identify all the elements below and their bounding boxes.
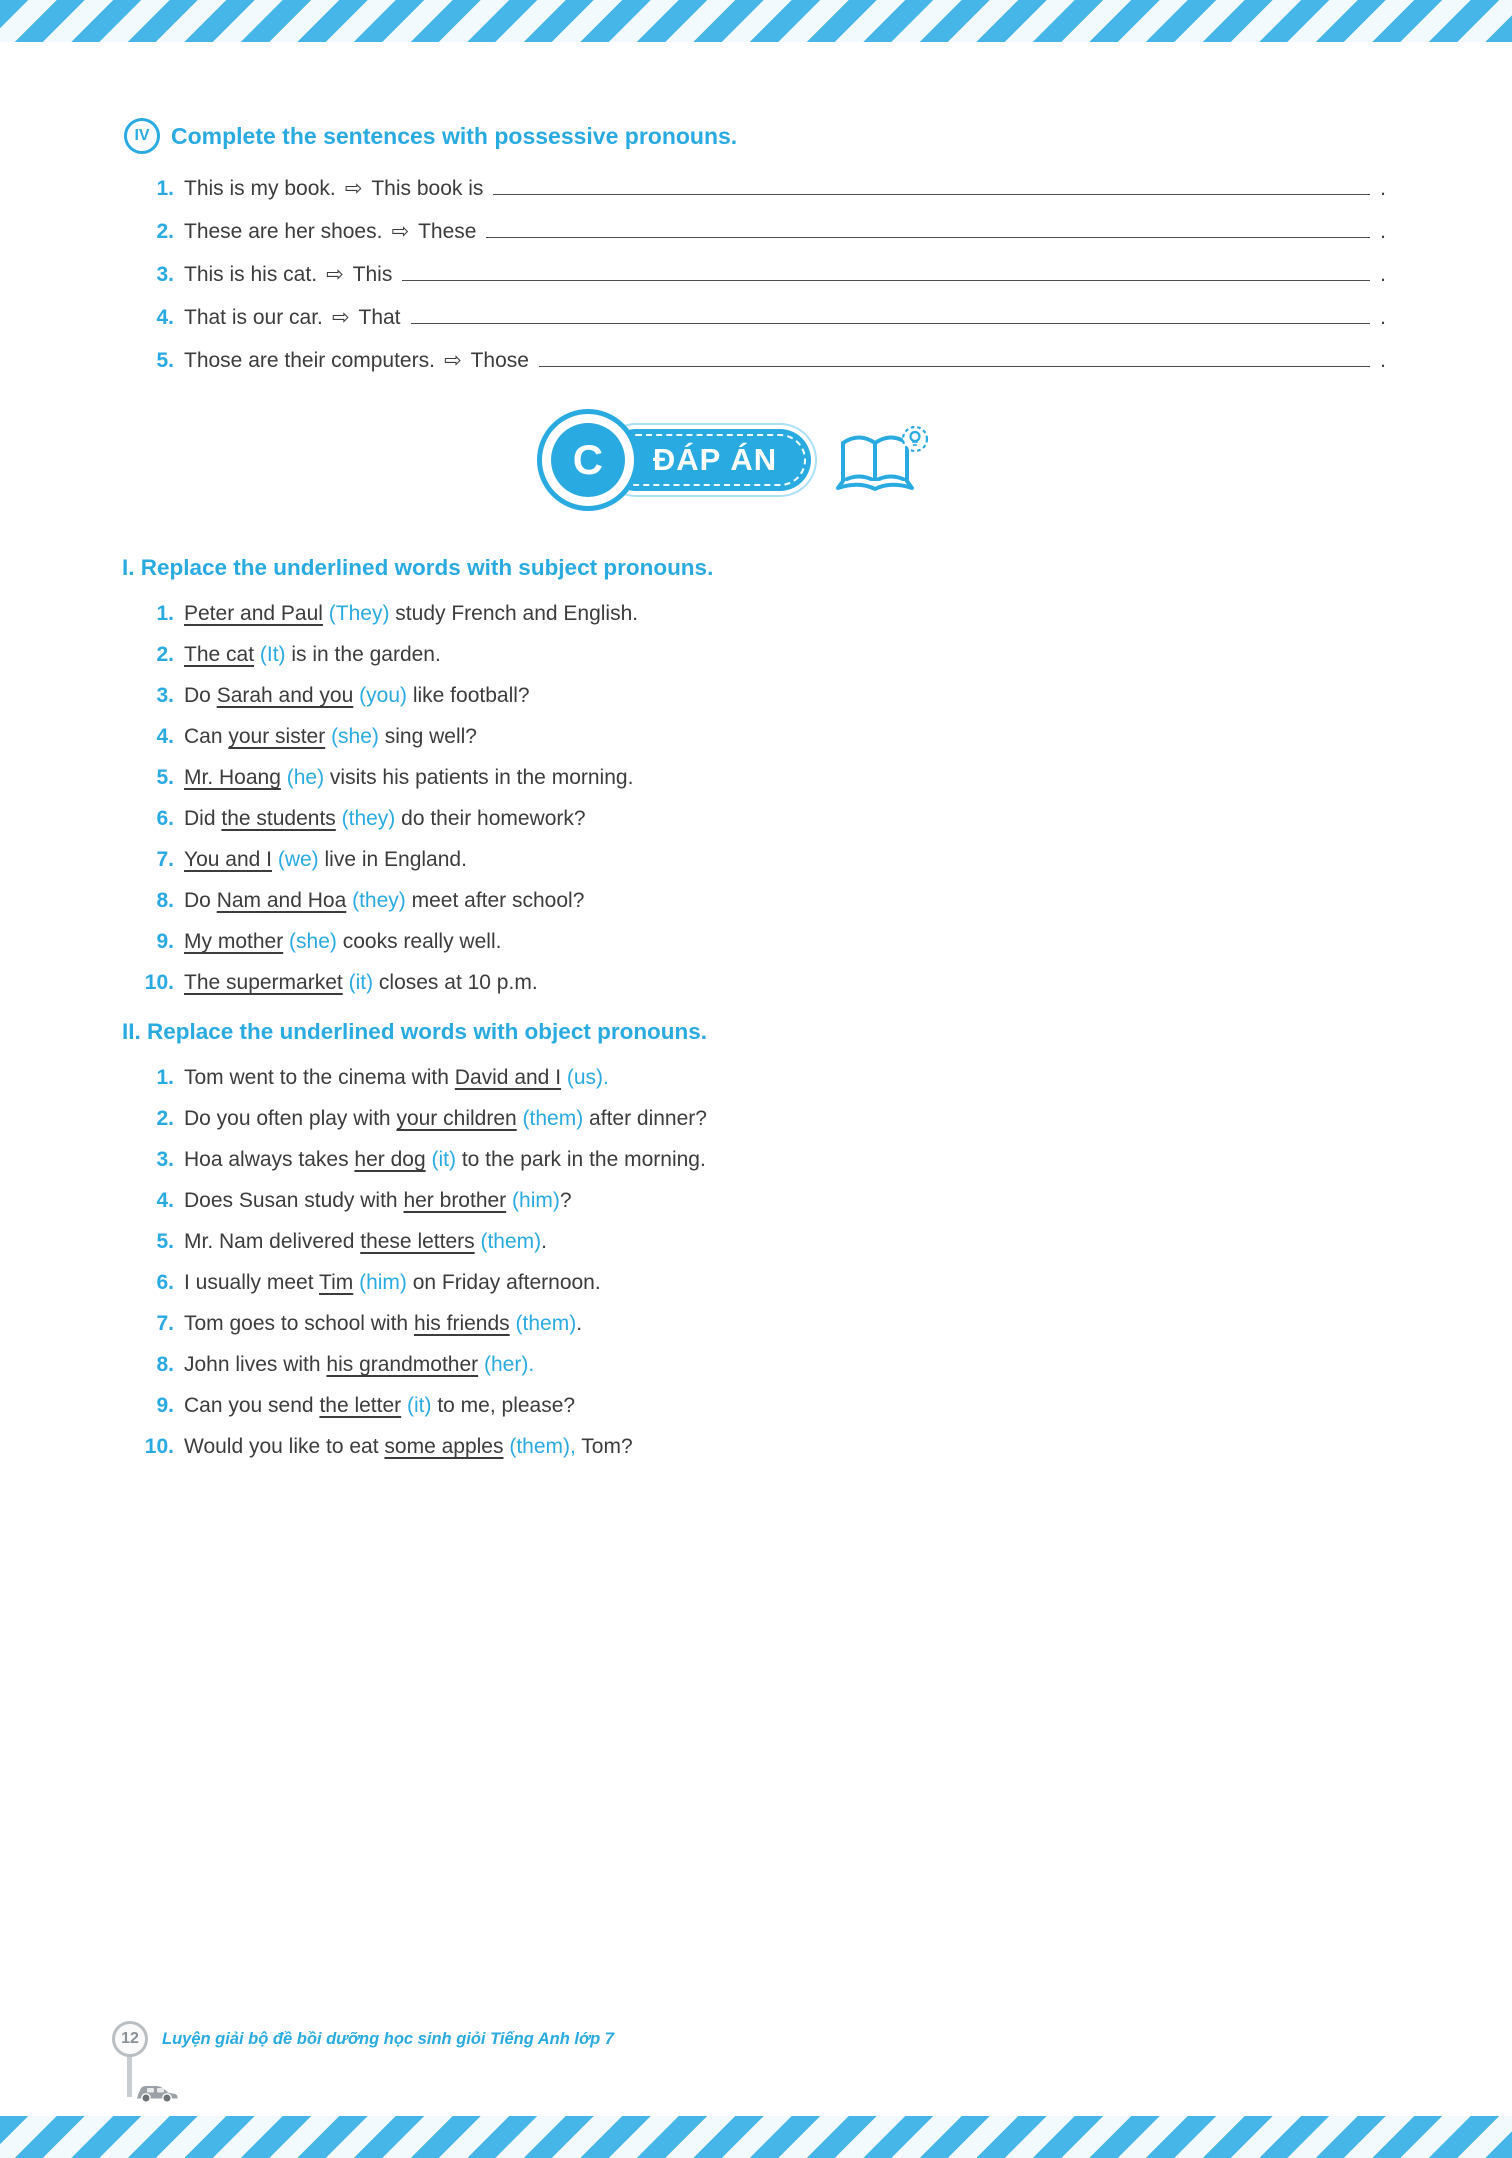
item-text: ? [559,1189,572,1212]
item-number: 3. [156,1148,174,1171]
answer-key-banner [82,409,1386,511]
item-text: do their homework? [395,807,586,830]
answer-blank [402,280,1370,281]
item-text: like football? [407,684,530,707]
item-text: This book is [371,177,484,200]
item-text: Would you like to eat [184,1435,385,1458]
answer-pronoun: (we) [277,848,319,871]
car-icon [134,2081,614,2108]
section-i-items [122,599,1386,997]
arrow-icon: ⇨ [443,348,462,372]
underlined-phrase: Sarah and you [216,684,354,707]
item-number: 8. [156,1353,174,1376]
exercise-item [128,1350,1386,1379]
item-text: Can you send [184,1394,320,1417]
item-number: 5. [156,349,174,372]
item-text: Tom goes to school with [184,1312,414,1335]
item-sentence [184,1309,1386,1338]
fill-in-item [128,260,1386,289]
item-text: visits his patients in the morning. [324,766,634,789]
item-text: . [541,1230,548,1253]
arrow-icon: ⇨ [326,262,344,286]
exercise-item [128,763,1386,792]
item-number: 4. [156,725,174,748]
item-number: 1. [156,602,174,625]
item-text: is in the garden. [285,643,441,666]
item-number: 10. [144,971,174,994]
item-number: 8. [156,889,174,912]
item-number: 2. [156,1107,174,1130]
item-number: 7. [156,1312,174,1335]
exercise-item [128,640,1386,669]
item-number: 9. [156,930,174,953]
item-sentence [184,681,1386,710]
item-text: That [358,306,401,329]
item-number: 10. [144,1435,174,1458]
item-text: Those [470,349,529,372]
item-sentence [184,763,1386,792]
underlined-phrase: the letter [319,1394,402,1417]
section-iv-heading [124,118,1386,154]
exercise-item [128,845,1386,874]
item-text: That is our car. [184,306,323,329]
item-sentence [184,1145,1386,1174]
answer-pronoun: (us). [566,1066,609,1089]
item-sentence [184,599,1386,628]
item-text: . [1380,220,1386,243]
underlined-phrase: these letters [360,1230,475,1253]
answer-pronoun: (you) [359,684,407,707]
item-number: 5. [156,766,174,789]
underlined-phrase: some apples [384,1435,504,1458]
answer-pronoun: (she) [331,725,379,748]
item-text: cooks really well. [336,930,502,953]
underlined-phrase: her dog [354,1148,426,1171]
item-text: after dinner? [583,1107,707,1130]
answer-key-circle [537,409,639,511]
item-number: 9. [156,1394,174,1417]
exercise-item [128,804,1386,833]
top-stripe-border [0,0,1512,42]
answer-pronoun: (they) [341,807,396,830]
exercise-item [128,968,1386,997]
item-text: These [418,220,477,243]
page-footer [112,2021,614,2108]
answer-key-label: ĐÁP ÁN [605,429,811,491]
answer-pronoun: (him) [359,1271,407,1294]
item-text: I usually meet [184,1271,320,1294]
page-number-sign [112,2021,148,2057]
item-text: Do [184,889,217,912]
sign-post [127,2053,132,2097]
item-text: This is his cat. [184,263,318,286]
item-text: live in England. [318,848,467,871]
item-sentence [184,845,1386,874]
arrow-icon: ⇨ [391,219,410,243]
item-text: . [1380,306,1386,329]
item-sentence [184,968,1386,997]
item-text: meet after school? [405,889,585,912]
exercise-item [128,1309,1386,1338]
answer-pronoun: (her). [484,1353,535,1376]
book-title: Luyện giải bộ đề bồi dưỡng học sinh giỏi Tiếng Anh lớp 7 [162,2029,614,2048]
answer-blank [486,237,1370,238]
underlined-phrase: David and I [454,1066,562,1089]
item-text: sing well? [378,725,477,748]
answer-pronoun: (him) [512,1189,560,1212]
exercise-item [128,1391,1386,1420]
answer-pronoun: (she) [289,930,337,953]
exercise-item [128,886,1386,915]
item-number: 6. [156,807,174,830]
bottom-stripe-border [0,2116,1512,2158]
item-sentence [184,1391,1386,1420]
item-text: John lives with [184,1353,327,1376]
exercise-item [128,1268,1386,1297]
item-text: to the park in the morning. [456,1148,706,1171]
answer-pronoun: (it) [348,971,374,994]
item-text: Hoa always takes [184,1148,355,1171]
open-book-icon [835,423,931,497]
exercise-item [128,1104,1386,1133]
exercise-item [128,1186,1386,1215]
item-sentence [184,640,1386,669]
exercise-item [128,1145,1386,1174]
answer-pronoun: (them) [480,1230,542,1253]
answer-pronoun: (he) [286,766,325,789]
item-number: 2. [156,220,174,243]
item-text: Can [184,725,229,748]
section-iv-badge-icon: IV [124,118,160,154]
item-number: 3. [156,263,174,286]
answer-pronoun: (they) [352,889,406,912]
underlined-phrase: his friends [413,1312,510,1335]
item-text: Those are their computers. [184,349,435,372]
item-text: These are her shoes. [184,220,383,243]
answer-blank [539,366,1370,367]
answer-pronoun: (them), [509,1435,576,1458]
item-text: This is my book. [184,177,336,200]
answer-pronoun: (them) [522,1107,584,1130]
item-sentence [184,1350,1386,1379]
item-number: 4. [156,306,174,329]
underlined-phrase: The cat [184,643,255,666]
item-sentence [184,1227,1386,1256]
section-iv-title: Complete the sentences with possessive pronouns. [171,122,738,149]
exercise-item [128,927,1386,956]
fill-in-item [128,174,1386,203]
underlined-phrase: your children [396,1107,517,1130]
lightbulb-icon [903,427,927,451]
item-text: Tom? [575,1435,633,1458]
fill-in-item [128,346,1386,375]
section-i-heading: I. Replace the underlined words with subject pronouns. [122,555,714,580]
underlined-phrase: your sister [228,725,326,748]
item-text: Mr. Nam delivered [184,1230,361,1253]
item-text: Does Susan study with [184,1189,404,1212]
item-sentence [184,1104,1386,1133]
section-ii-heading: II. Replace the underlined words with object pronouns. [122,1019,708,1044]
item-text: . [1380,177,1386,200]
item-text: Did [184,807,222,830]
exercise-item [128,722,1386,751]
underlined-phrase: her brother [403,1189,507,1212]
answer-pronoun: (it) [431,1148,456,1171]
item-sentence [184,1268,1386,1297]
underlined-phrase: My mother [184,930,284,953]
section-iv-items [122,174,1386,375]
item-number: 7. [156,848,174,871]
item-sentence [184,1063,1386,1092]
answer-pronoun: (It) [259,643,286,666]
exercise-item [128,1063,1386,1092]
answer-pronoun: (it) [407,1394,432,1417]
item-number: 1. [156,177,174,200]
item-sentence [184,927,1386,956]
arrow-icon: ⇨ [344,176,363,200]
item-text: to me, please? [431,1394,576,1417]
item-sentence [184,804,1386,833]
item-text: Tom went to the cinema with [184,1066,455,1089]
underlined-phrase: the students [221,807,336,830]
item-number: 6. [156,1271,174,1294]
underlined-phrase: Peter and Paul [184,602,323,625]
item-number: 2. [156,643,174,666]
exercise-item [128,1432,1386,1461]
underlined-phrase: The supermarket [184,971,343,994]
item-number: 5. [156,1230,174,1253]
item-sentence [184,1432,1386,1461]
arrow-icon: ⇨ [331,305,350,329]
item-sentence [184,886,1386,915]
item-sentence [184,1186,1386,1215]
item-text: . [1380,263,1386,286]
item-text: closes at 10 p.m. [373,971,538,994]
item-text: . [1380,349,1386,372]
underlined-phrase: Mr. Hoang [184,766,281,789]
exercise-item [128,1227,1386,1256]
exercise-item [128,599,1386,628]
answer-pronoun: (them) [515,1312,577,1335]
item-number: 1. [156,1066,174,1089]
page-number: 12 [112,2021,148,2057]
fill-in-item [128,217,1386,246]
answer-pronoun: (They) [328,602,390,625]
item-text: . [576,1312,583,1335]
answer-key-letter: C [551,423,625,497]
item-sentence [184,722,1386,751]
underlined-phrase: You and I [184,848,272,871]
underlined-phrase: Nam and Hoa [216,889,347,912]
answer-blank [493,194,1370,195]
item-number: 4. [156,1189,174,1212]
item-text: Do [184,684,217,707]
fill-in-item [128,303,1386,332]
item-number: 3. [156,684,174,707]
section-ii-items [122,1063,1386,1461]
answer-key-badge [537,409,811,511]
item-text: This [352,263,393,286]
exercise-item [128,681,1386,710]
item-text: Do you often play with [184,1107,397,1130]
item-text: study French and English. [389,602,639,625]
item-text: on Friday afternoon. [406,1271,601,1294]
underlined-phrase: his grandmother [326,1353,479,1376]
underlined-phrase: Tim [319,1271,354,1294]
answer-blank [411,323,1371,324]
